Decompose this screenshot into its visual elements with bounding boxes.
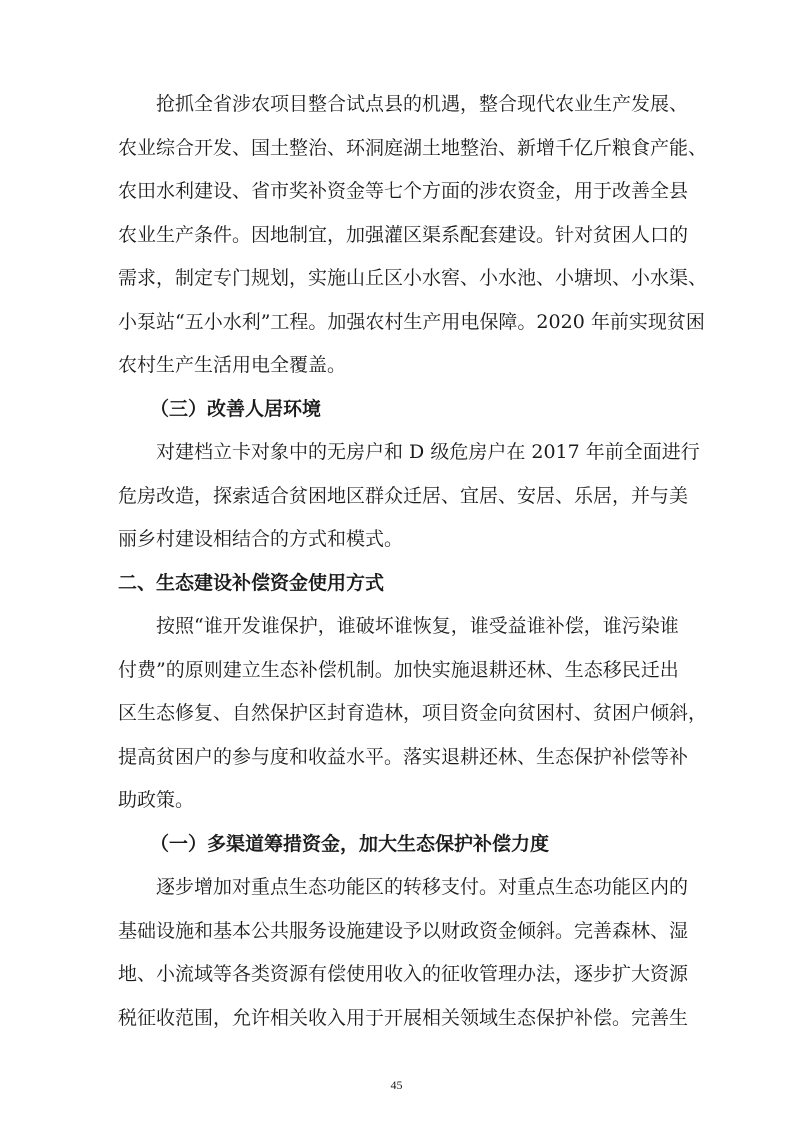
paragraph-line: 区生态修复、自然保护区封育造林，项目资金向贫困村、贫困户倾斜， <box>118 702 708 724</box>
paragraph-line: 农村生产生活用电全覆盖。 <box>118 354 347 376</box>
paragraph-line: 丽乡村建设相结合的方式和模式。 <box>118 528 404 550</box>
subsection-heading: （三）改善人居环境 <box>150 398 322 420</box>
paragraph-line: 危房改造，探索适合贫困地区群众迁居、宜居、安居、乐居，并与美 <box>118 485 689 507</box>
subsection-heading: （一）多渠道筹措资金，加大生态保护补偿力度 <box>150 833 550 855</box>
paragraph-line: 基础设施和基本公共服务设施建设予以财政资金倾斜。完善森林、湿 <box>118 920 689 942</box>
paragraph-line: 小泵站“五小水利”工程。加强农村生产用电保障。2020 年前实现贫困 <box>118 311 705 333</box>
page-number: 45 <box>390 1078 403 1092</box>
section-heading: 二、生态建设补偿资金使用方式 <box>118 572 385 594</box>
paragraph-line: 农业生产条件。因地制宜，加强灌区渠系配套建设。针对贫困人口的 <box>118 224 689 246</box>
paragraph-line: 对建档立卡对象中的无房户和 D 级危房户在 2017 年前全面进行 <box>118 441 700 463</box>
paragraph-line: 助政策。 <box>118 789 195 811</box>
paragraph-line: 抢抓全省涉农项目整合试点县的机遇，整合现代农业生产发展、 <box>118 93 689 115</box>
paragraph-line: 付费”的原则建立生态补偿机制。加快实施退耕还林、生态移民迁出 <box>118 659 679 681</box>
paragraph-line: 地、小流域等各类资源有偿使用收入的征收管理办法，逐步扩大资源 <box>118 963 689 985</box>
paragraph-line: 提高贫困户的参与度和收益水平。落实退耕还林、生态保护补偿等补 <box>118 746 689 768</box>
paragraph-line: 税征收范围，允许相关收入用于开展相关领域生态保护补偿。完善生 <box>118 1007 689 1029</box>
paragraph-line: 逐步增加对重点生态功能区的转移支付。对重点生态功能区内的 <box>118 876 689 898</box>
paragraph-line: 按照“谁开发谁保护，谁破坏谁恢复，谁受益谁补偿，谁污染谁 <box>118 615 679 637</box>
paragraph-line: 需求，制定专门规划，实施山丘区小水窖、小水池、小塘坝、小水渠、 <box>118 267 708 289</box>
paragraph-line: 农田水利建设、省市奖补资金等七个方面的涉农资金，用于改善全县 <box>118 180 689 202</box>
paragraph-line: 农业综合开发、国土整治、环洞庭湖土地整治、新增千亿斤粮食产能、 <box>118 137 708 159</box>
